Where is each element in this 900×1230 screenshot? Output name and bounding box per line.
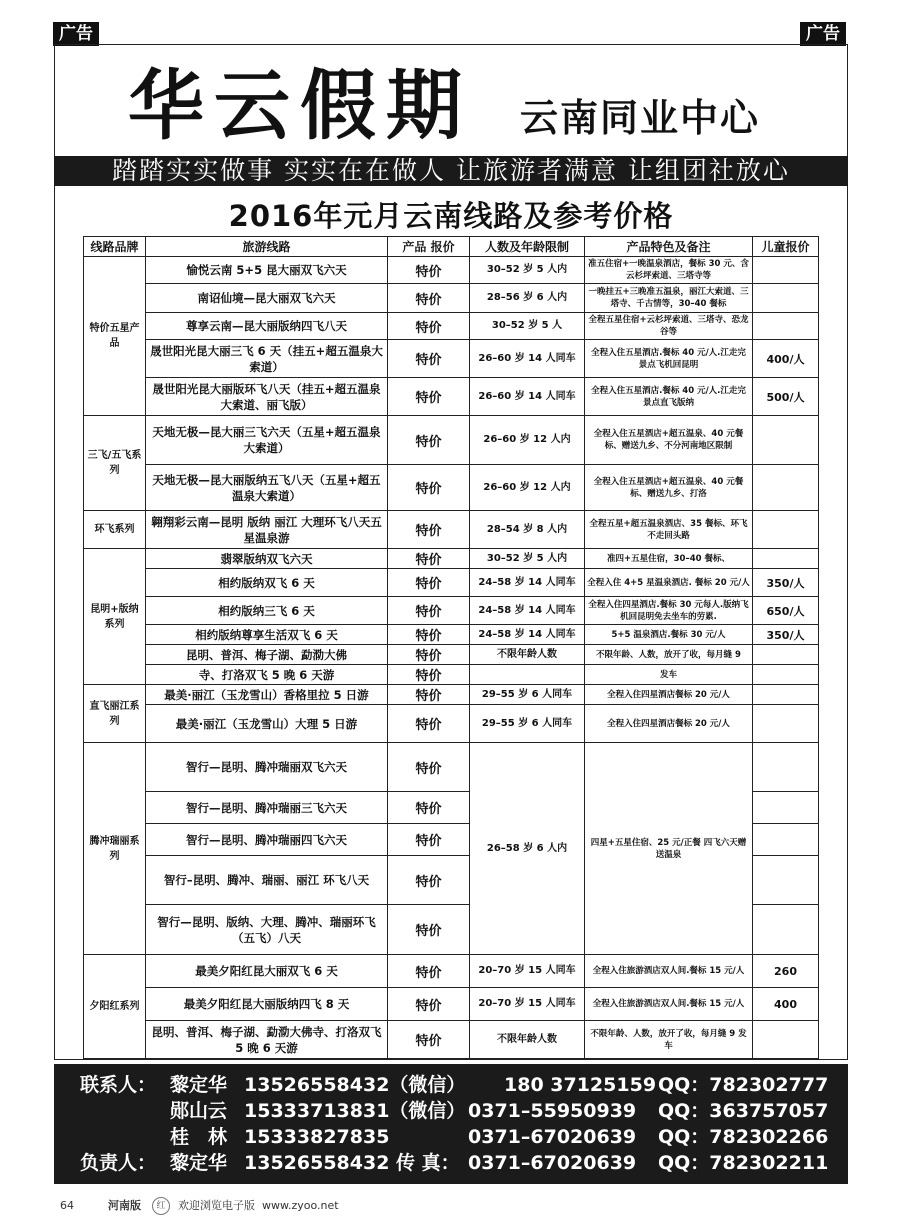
- product-notes: 全程入住五星酒店+超五温泉、40 元餐标、赠送九乡、打洛: [585, 465, 753, 511]
- contact-qq: QQ：782302266: [658, 1126, 829, 1148]
- route-name: 南诏仙境—昆大丽双飞六天: [146, 284, 388, 313]
- price-cell: 特价: [388, 284, 470, 313]
- age-limit: 28–54 岁 8 人内: [470, 511, 585, 549]
- age-limit: 26–60 岁 12 人内: [470, 465, 585, 511]
- table-row: [84, 511, 819, 549]
- product-notes: 全程入住旅游酒店双人间.餐标 15 元/人: [585, 955, 753, 988]
- product-notes: 全程入住四星酒店餐标 20 元/人: [585, 685, 753, 705]
- child-price: 650/人: [753, 597, 819, 625]
- contact-name: 黎定华: [170, 1152, 228, 1174]
- table-title: 2016年元月云南线路及参考价格: [228, 199, 674, 233]
- age-limit: 30–52 岁 5 人: [470, 313, 585, 340]
- brand-subtitle: 云南同业中心: [520, 96, 761, 140]
- page-number: 64: [60, 1199, 74, 1212]
- age-limit: 26–60 岁 14 人同车: [470, 340, 585, 378]
- header-route: 旅游线路: [146, 237, 388, 257]
- contact-phone: 0371–67020639: [468, 1152, 637, 1174]
- price-cell: 特价: [388, 988, 470, 1021]
- product-notes: 四星+五星住宿、25 元/正餐 四飞六天赠送温泉: [585, 743, 753, 955]
- child-price: [753, 824, 819, 856]
- child-price: [753, 1021, 819, 1059]
- header-child-price: 儿童报价: [753, 237, 819, 257]
- product-notes: 全程入住五星酒店+超五温泉、40 元餐标、赠送九乡、不分河南地区限制: [585, 416, 753, 465]
- table-row: [84, 340, 819, 378]
- table-row: [84, 743, 819, 792]
- price-cell: 特价: [388, 569, 470, 597]
- child-price: 400: [753, 988, 819, 1021]
- product-notes: 全程入住五星酒店.餐标 40 元/人.江走完景点飞机回昆明: [585, 340, 753, 378]
- price-cell: 特价: [388, 824, 470, 856]
- product-notes: 全程五星+超五温泉酒店、35 餐标、环飞不走回头路: [585, 511, 753, 549]
- age-limit: 不限年龄人数: [470, 645, 585, 665]
- product-notes: 全程五星住宿+云杉坪索道、三塔寺、恐龙谷等: [585, 313, 753, 340]
- child-price: 350/人: [753, 569, 819, 597]
- category-cell: 特价五星产品: [84, 257, 146, 416]
- contact-phone: 0371–55950939: [468, 1100, 637, 1122]
- contact-panel: [54, 1064, 848, 1184]
- contact-qq: QQ：782302211: [658, 1152, 829, 1174]
- contact-mobile: 15333827835: [244, 1126, 390, 1148]
- child-price: [753, 905, 819, 955]
- route-name: 尊享云南—昆大丽版纳四飞八天: [146, 313, 388, 340]
- category-cell: 夕阳红系列: [84, 955, 146, 1059]
- age-limit: [470, 665, 585, 685]
- table-row: [84, 705, 819, 743]
- category-cell: 昆明+版纳系列: [84, 549, 146, 685]
- contact-mobile: 13526558432 传 真：: [244, 1152, 460, 1174]
- table-row: [84, 988, 819, 1021]
- age-limit: 不限年龄人数: [470, 1021, 585, 1059]
- age-limit: 26–60 岁 14 人同车: [470, 378, 585, 416]
- product-notes: 全程入住旅游酒店双人间.餐标 15 元/人: [585, 988, 753, 1021]
- child-price: [753, 313, 819, 340]
- route-name: 最美夕阳红昆大丽双飞 6 天: [146, 955, 388, 988]
- contact-row: [54, 1124, 848, 1150]
- price-cell: 特价: [388, 625, 470, 645]
- route-name: 晟世阳光昆大丽三飞 6 天（挂五+超五温泉大索道）: [146, 340, 388, 378]
- age-limit: 24–58 岁 14 人同车: [470, 569, 585, 597]
- child-price: [753, 284, 819, 313]
- age-limit: 26–58 岁 6 人内: [470, 743, 585, 955]
- route-name: 昆明、普洱、梅子湖、勐泐大佛: [146, 645, 388, 665]
- table-row: [84, 665, 819, 685]
- contact-label: 联系人：: [80, 1074, 157, 1096]
- contact-row: [54, 1150, 848, 1176]
- route-name: 最美·丽江（玉龙雪山）大理 5 日游: [146, 705, 388, 743]
- route-name: 智行—昆明、版纳、大理、腾冲、瑞丽环飞（五飞）八天: [146, 905, 388, 955]
- route-name: 智行—昆明、腾冲瑞丽三飞六天: [146, 792, 388, 824]
- price-cell: 特价: [388, 597, 470, 625]
- price-cell: 特价: [388, 665, 470, 685]
- route-name: 天地无极—昆大丽版纳五飞八天（五星+超五温泉大索道）: [146, 465, 388, 511]
- age-limit: 30–52 岁 5 人内: [470, 549, 585, 569]
- table-row: [84, 257, 819, 284]
- slogan-bar: 踏踏实实做事 实实在在做人 让旅游者满意 让组团社放心: [54, 156, 848, 186]
- price-cell: 特价: [388, 685, 470, 705]
- table-row: [84, 597, 819, 625]
- child-price: [753, 743, 819, 792]
- age-limit: 29–55 岁 6 人同车: [470, 685, 585, 705]
- header-brand: 线路品牌: [84, 237, 146, 257]
- route-name: 最美·丽江（玉龙雪山）香格里拉 5 日游: [146, 685, 388, 705]
- product-notes: 准五住宿+一晚温泉酒店，餐标 30 元、含云杉坪索道、三塔寺等: [585, 257, 753, 284]
- age-limit: 20–70 岁 15 人同车: [470, 955, 585, 988]
- table-row: [84, 625, 819, 645]
- route-name: 相约版纳三飞 6 天: [146, 597, 388, 625]
- price-cell: 特价: [388, 465, 470, 511]
- contact-qq: QQ：782302777: [658, 1074, 829, 1096]
- table-row: [84, 549, 819, 569]
- table-row: [84, 313, 819, 340]
- child-price: [753, 511, 819, 549]
- route-name: 翱翔彩云南—昆明 版纳 丽江 大理环飞八天五星温泉游: [146, 511, 388, 549]
- contact-row: [54, 1072, 848, 1098]
- edition-label: 河南版: [108, 1199, 141, 1212]
- price-cell: 特价: [388, 955, 470, 988]
- age-limit: 30–52 岁 5 人内: [470, 257, 585, 284]
- product-notes: 全程入住四星酒店.餐标 30 元每人.版纳飞机回昆明免去坐车的劳累.: [585, 597, 753, 625]
- category-cell: 三飞/五飞系列: [84, 416, 146, 511]
- child-price: [753, 685, 819, 705]
- table-row: [84, 955, 819, 988]
- contact-phone: 0371–67020639: [468, 1126, 637, 1148]
- price-cell: 特价: [388, 856, 470, 905]
- child-price: 350/人: [753, 625, 819, 645]
- contact-row: [54, 1098, 848, 1124]
- price-cell: 特价: [388, 549, 470, 569]
- ad-label-left: 广告: [53, 22, 99, 46]
- contact-name: 郧山云: [170, 1100, 228, 1122]
- product-notes: 5+5 温泉酒店.餐标 30 元/人: [585, 625, 753, 645]
- age-limit: 24–58 岁 14 人同车: [470, 597, 585, 625]
- child-price: [753, 549, 819, 569]
- ad-label-right: 广告: [800, 22, 846, 46]
- table-row: [84, 569, 819, 597]
- price-cell: 特价: [388, 313, 470, 340]
- age-limit: 26–60 岁 12 人内: [470, 416, 585, 465]
- footer-tagline: 欢迎浏览电子版: [178, 1199, 255, 1212]
- child-price: [753, 465, 819, 511]
- header-notes: 产品特色及备注: [585, 237, 753, 257]
- route-name: 愉悦云南 5+5 昆大丽双飞六天: [146, 257, 388, 284]
- route-name: 晟世阳光昆大丽版环飞八天（挂五+超五温泉大索道、丽飞版）: [146, 378, 388, 416]
- category-cell: 直飞丽江系列: [84, 685, 146, 743]
- route-name: 相约版纳双飞 6 天: [146, 569, 388, 597]
- route-name: 智行–昆明、腾冲、瑞丽、丽江 环飞八天: [146, 856, 388, 905]
- website-link[interactable]: www.zyoo.net: [262, 1199, 339, 1212]
- route-name: 昆明、普洱、梅子湖、勐泐大佛寺、打洛双飞 5 晚 6 天游: [146, 1021, 388, 1059]
- table-row: [84, 284, 819, 313]
- product-notes: 一晚挂五+三晚准五温泉，丽江大索道、三塔寺、千古情等，30–40 餐标: [585, 284, 753, 313]
- price-cell: 特价: [388, 645, 470, 665]
- price-cell: 特价: [388, 1021, 470, 1059]
- route-name: 智行—昆明、腾冲瑞丽四飞六天: [146, 824, 388, 856]
- age-limit: 20–70 岁 15 人同车: [470, 988, 585, 1021]
- price-cell: 特价: [388, 905, 470, 955]
- age-limit: 29–55 岁 6 人同车: [470, 705, 585, 743]
- child-price: [753, 856, 819, 905]
- product-notes: 不限年龄、人数，放开了收，每月缝 9 发车: [585, 1021, 753, 1059]
- contact-name: 黎定华: [170, 1074, 228, 1096]
- header-price: 产品 报价: [388, 237, 470, 257]
- route-name: 最美夕阳红昆大丽版纳四飞 8 天: [146, 988, 388, 1021]
- product-notes: 准四+五星住宿，30–40 餐标、: [585, 549, 753, 569]
- table-row: [84, 416, 819, 465]
- child-price: 500/人: [753, 378, 819, 416]
- product-notes: 不限年龄、人数，放开了收，每月缝 9: [585, 645, 753, 665]
- contact-label: 负责人：: [80, 1152, 157, 1174]
- product-notes: 全程入住四星酒店餐标 20 元/人: [585, 705, 753, 743]
- table-row: [84, 685, 819, 705]
- child-price: [753, 645, 819, 665]
- contact-mobile: 13526558432（微信）: [244, 1074, 466, 1096]
- product-notes: 全程入住五星酒店.餐标 40 元/人.江走完景点直飞版纳: [585, 378, 753, 416]
- child-price: [753, 416, 819, 465]
- child-price: [753, 257, 819, 284]
- category-cell: 环飞系列: [84, 511, 146, 549]
- brand-title: 华云假期: [128, 61, 472, 150]
- child-price: 400/人: [753, 340, 819, 378]
- header-age: 人数及年龄限制: [470, 237, 585, 257]
- route-price-table: [83, 236, 819, 1059]
- table-row: [84, 645, 819, 665]
- child-price: 260: [753, 955, 819, 988]
- price-cell: 特价: [388, 511, 470, 549]
- seal-icon: 红: [152, 1197, 170, 1215]
- price-cell: 特价: [388, 378, 470, 416]
- table-row: [84, 378, 819, 416]
- age-limit: 24–58 岁 14 人同车: [470, 625, 585, 645]
- child-price: [753, 792, 819, 824]
- category-cell: 腾冲瑞丽系列: [84, 743, 146, 955]
- child-price: [753, 705, 819, 743]
- contact-qq: QQ：363757057: [658, 1100, 829, 1122]
- table-header-row: [84, 237, 819, 257]
- page-footer: [0, 1196, 900, 1216]
- price-cell: 特价: [388, 792, 470, 824]
- contact-mobile: 15333713831（微信）: [244, 1100, 466, 1122]
- product-notes: 发车: [585, 665, 753, 685]
- route-name: 相约版纳尊享生活双飞 6 天: [146, 625, 388, 645]
- price-cell: 特价: [388, 257, 470, 284]
- price-cell: 特价: [388, 416, 470, 465]
- route-name: 翡翠版纳双飞六天: [146, 549, 388, 569]
- route-name: 天地无极—昆大丽三飞六天（五星+超五温泉大索道）: [146, 416, 388, 465]
- product-notes: 全程入住 4+5 星温泉酒店. 餐标 20 元/人: [585, 569, 753, 597]
- table-row: [84, 1021, 819, 1059]
- price-cell: 特价: [388, 340, 470, 378]
- route-name: 智行—昆明、腾冲瑞丽双飞六天: [146, 743, 388, 792]
- contact-phone: 180 37125159: [504, 1074, 657, 1096]
- route-name: 寺、打洛双飞 5 晚 6 天游: [146, 665, 388, 685]
- contact-name: 桂 林: [170, 1126, 228, 1148]
- child-price: [753, 665, 819, 685]
- age-limit: 28–56 岁 6 人内: [470, 284, 585, 313]
- price-cell: 特价: [388, 705, 470, 743]
- table-row: [84, 465, 819, 511]
- price-cell: 特价: [388, 743, 470, 792]
